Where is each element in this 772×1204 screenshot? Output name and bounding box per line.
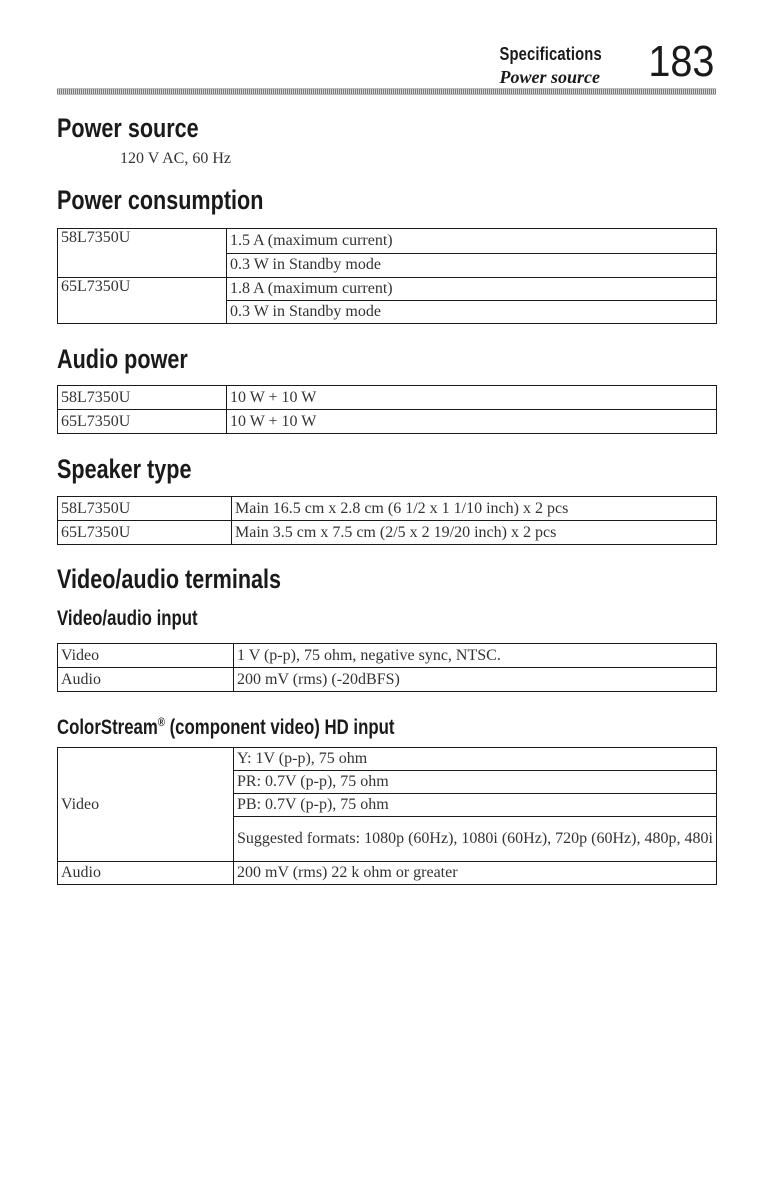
table-row	[58, 521, 717, 545]
value-cell: 0.3 W in Standby mode	[227, 301, 717, 324]
power-source-heading: Power source	[57, 113, 199, 143]
power-consumption-table	[57, 228, 717, 324]
value-cell: Main 16.5 cm x 2.8 cm (6 1/2 x 1 1/10 inch) x 2 pcs	[232, 497, 717, 521]
value-cell: 1 V (p-p), 75 ohm, negative sync, NTSC.	[234, 644, 717, 668]
label-cell: Audio	[58, 668, 234, 692]
value-cell: PR: 0.7V (p-p), 75 ohm	[234, 771, 717, 794]
label-cell: Video	[58, 748, 234, 862]
table-row	[58, 229, 717, 254]
video-audio-terminals-heading: Video/audio terminals	[57, 564, 282, 594]
colorstream-heading-text: ColorStream	[57, 716, 158, 739]
table-row	[58, 497, 717, 521]
audio-power-table	[57, 385, 717, 434]
table-row	[58, 748, 717, 771]
value-cell: 10 W + 10 W	[227, 410, 717, 434]
header-divider	[57, 88, 716, 95]
label-cell: Audio	[58, 862, 234, 885]
video-audio-input-table	[57, 643, 717, 692]
table-row	[58, 410, 717, 434]
page-header	[0, 37, 772, 92]
colorstream-table	[57, 747, 717, 885]
model-cell: 65L7350U	[58, 521, 232, 545]
table-row	[58, 862, 717, 885]
table-row	[58, 644, 717, 668]
value-cell: 200 mV (rms) 22 k ohm or greater	[234, 862, 717, 885]
speaker-type-heading: Speaker type	[57, 454, 192, 484]
value-cell: Main 3.5 cm x 7.5 cm (2/5 x 2 19/20 inch) x 2 pcs	[232, 521, 717, 545]
value-cell: PB: 0.7V (p-p), 75 ohm	[234, 794, 717, 817]
value-cell: Suggested formats: 1080p (60Hz), 1080i (60Hz), 720p (60Hz), 480p, 480i	[234, 817, 717, 862]
value-cell: 1.5 A (maximum current)	[227, 229, 717, 254]
table-row	[58, 278, 717, 301]
value-cell: 1.8 A (maximum current)	[227, 278, 717, 301]
value-cell: Y: 1V (p-p), 75 ohm	[234, 748, 717, 771]
page-number: 183	[647, 37, 714, 86]
value-cell: 10 W + 10 W	[227, 386, 717, 410]
speaker-type-table	[57, 496, 717, 545]
registered-mark: ®	[157, 715, 165, 729]
colorstream-heading	[57, 710, 394, 740]
colorstream-heading-rest: (component video) HD input	[164, 716, 395, 739]
header-section-title: Specifications	[499, 44, 602, 64]
power-source-value: 120 V AC, 60 Hz	[120, 150, 231, 167]
model-cell: 58L7350U	[58, 386, 227, 410]
model-cell: 65L7350U	[58, 278, 227, 324]
model-cell: 58L7350U	[58, 229, 227, 278]
audio-power-heading: Audio power	[57, 344, 188, 374]
video-audio-input-heading: Video/audio input	[57, 607, 198, 630]
table-row	[58, 668, 717, 692]
model-cell: 65L7350U	[58, 410, 227, 434]
power-consumption-heading: Power consumption	[57, 185, 264, 215]
value-cell: 200 mV (rms) (-20dBFS)	[234, 668, 717, 692]
label-cell: Video	[58, 644, 234, 668]
header-subsection-title: Power source	[499, 67, 600, 87]
model-cell: 58L7350U	[58, 497, 232, 521]
value-cell: 0.3 W in Standby mode	[227, 253, 717, 278]
table-row	[58, 386, 717, 410]
